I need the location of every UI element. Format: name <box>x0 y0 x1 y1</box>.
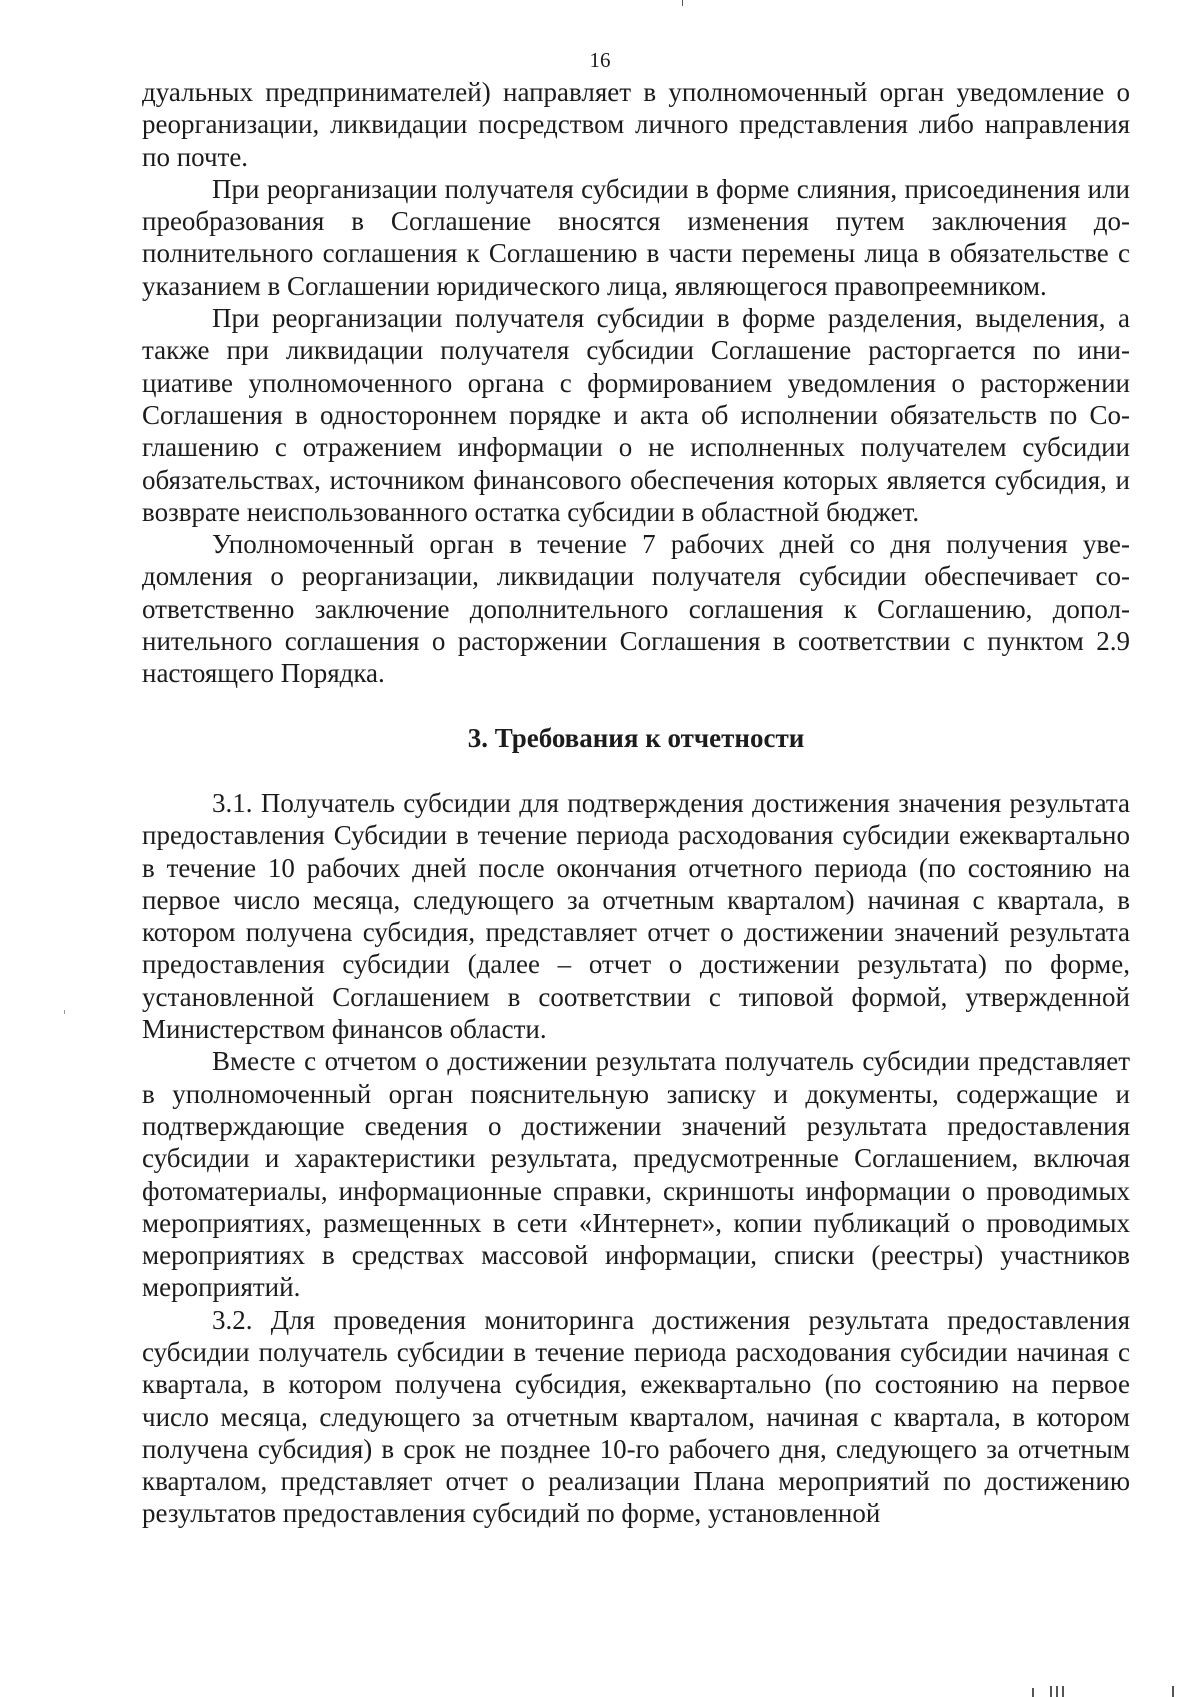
scan-mark-bottom-3 <box>1056 1686 1058 1697</box>
paragraph-3-1: 3.1. Получатель субсидии для подтверждения достижения значения результата предоставления Субсидии в течение периода расходования субсидии ежеквартально в течение 10 рабочих дней после окончания отчетного периода (по состоянию на первое число месяца, следующего за отчетным кварталом) начиная с квартала, в котором получена субсидия, представляет отчет о достижении значений результата предоставления субсидии (далее – отчет о достижении результата) по форме, установленной Соглашением в соответствии с типовой формой, утвержденной Министерством финансов области. <box>142 787 1130 1045</box>
scan-mark-bottom-2 <box>1050 1686 1052 1697</box>
section-heading: 3. Требования к отчетности <box>467 722 805 753</box>
paragraph-division-liquidation: При реорганизации получателя субсидии в форме разделения, выделения, а также при ликвидации получателя субсидии Соглашение расторгается по инициативе уполномоченного органа с формированием уведомления о расторжении Соглашения в одностороннем порядке и акта об исполнении обязательств по Соглашению с отражением информации о не исполненных получателем субсидии обязательствах, источником финансового обеспечения которых является субсидия, и возврате неиспользованного остатка субсидии в областной бюджет. <box>142 303 1130 527</box>
paragraph-3-2: 3.2. Для проведения мониторинга достижения результата предоставления субсидии получатель субсидии в течение периода расходования субсидии начиная с квартала, в котором получена субсидия, ежеквартально (по состоянию на первое число месяца, следующего за отчетным кварталом, начиная с квартала, в котором получена субсидия) в срок не позднее 10-го рабочего дня, следующего за отчетным кварталом, представляет отчет о реализации Плана мероприятий по достижению результатов предоставления субсидий по форме, установленной <box>142 1304 1130 1529</box>
scan-mark-bottom-4 <box>1062 1686 1064 1697</box>
paragraph-merger-reorganization: При реорганизации получателя субсидии в форме слияния, присоединения или преобразования в Соглашение вносятся изменения путем заключения дополнительного соглашения к Соглашению в части перемены лица в обязательстве с указанием в Соглашении юридического лица, являющегося правопреемником. <box>142 173 1130 301</box>
paragraph-authorized-body-deadline: Уполномоченный орган в течение 7 рабочих дней со дня получения уведомления о реорганизации, ликвидации получателя субсидии обеспечивает соответственно заключение дополнительного соглашения к Соглашению, дополнительного соглашения о расторжении Соглашения в соответствии с пунктом 2.9 настоящего Порядка. <box>142 529 1130 689</box>
scan-mark-bottom-5 <box>1172 1686 1174 1697</box>
scan-mark-bottom-1 <box>1032 1688 1034 1697</box>
paragraph-continuation: дуальных предпринимателей) направляет в уполномоченный орган уведомление о реорганизации, ликвидации посредством личного представления либо направления по почте. <box>142 77 1130 172</box>
scan-mark-left <box>64 1010 65 1014</box>
document-body <box>142 76 1130 1530</box>
scan-mark-top <box>682 0 683 6</box>
page-number: 16 <box>589 48 611 72</box>
paragraph-report-documents: Вместе с отчетом о достижении результата получатель субсидии представляет в уполномоченный орган пояснительную записку и документы, содержащие и подтверждающие сведения о достижении значений результата предоставления субсидии и характеристики результата, предусмотренные Соглашением, включая фотоматериалы, информационные справки, скриншоты информации о проводимых мероприятиях, размещенных в сети «Интернет», копии публикаций о проводимых мероприятиях в средствах массовой информации, списки (реестры) участников мероприятий. <box>142 1046 1130 1303</box>
